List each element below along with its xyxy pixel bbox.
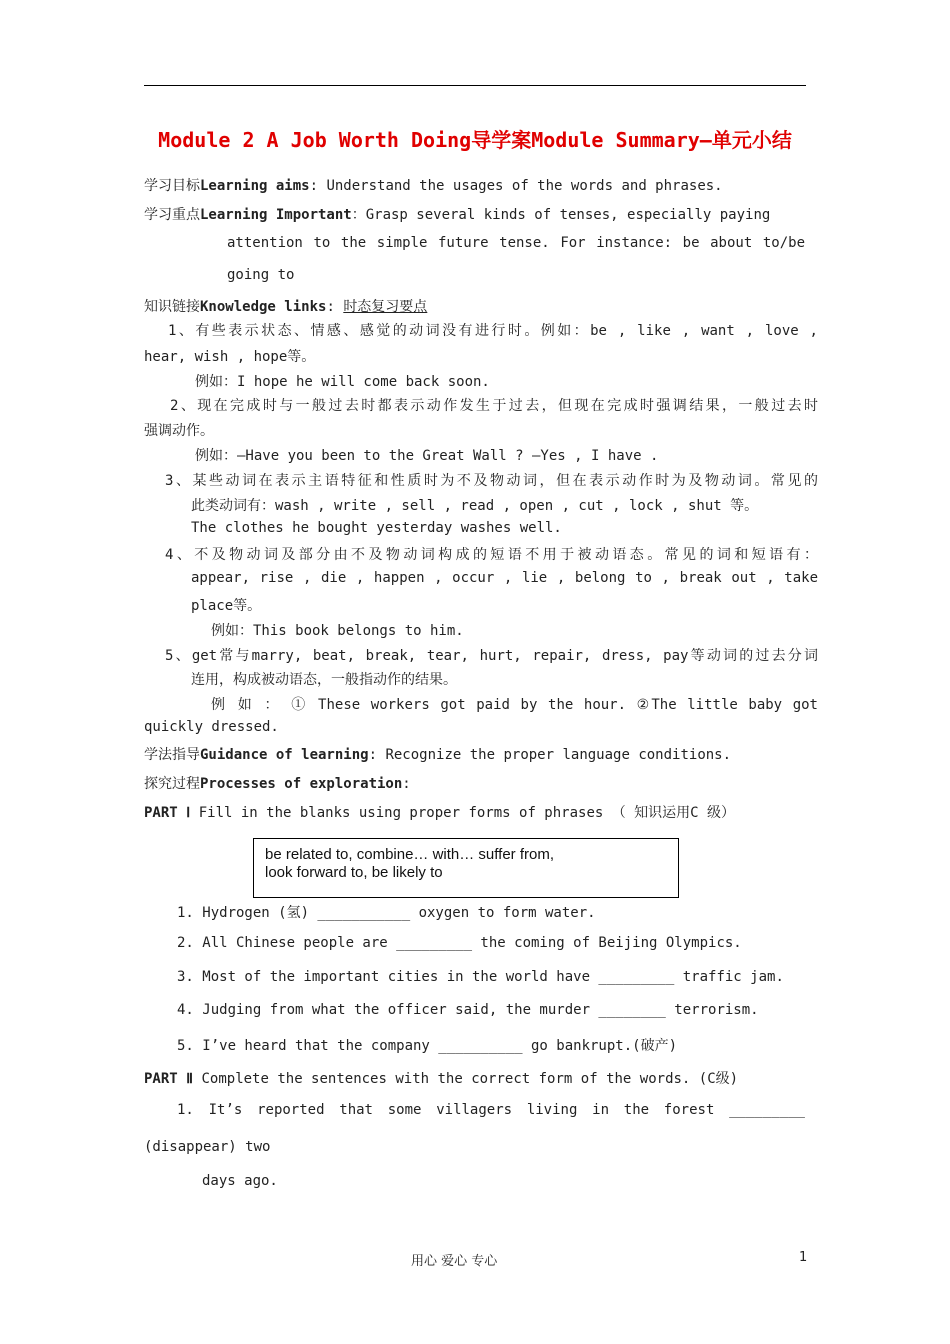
part-1-item-2: 2. All Chinese people are _________ the coming of Beijing Olympics. — [177, 935, 742, 951]
phrase-box-line2: look forward to, be likely to — [265, 864, 443, 881]
knowledge-label-en: Knowledge links — [200, 299, 327, 315]
part-1-instruction: Fill in the blanks using proper forms of phrases （ 知识运用C 级） — [198, 805, 736, 821]
guidance-label-cn: 学法指导 — [144, 747, 200, 763]
part-1-item-1: 1. Hydrogen (氢) ___________ oxygen to form water. — [177, 905, 596, 921]
important-line2: attention to the simple future tense. For instance: be about to/be — [227, 235, 805, 251]
learning-aims — [144, 175, 723, 195]
processes-of-exploration — [144, 773, 411, 793]
point-5-example2: quickly dressed. — [144, 719, 279, 735]
guidance-label-en: Guidance of learning — [200, 747, 369, 763]
important-label-cn: 学习重点 — [144, 207, 200, 223]
point-2-line2: 强调动作。 — [144, 423, 214, 439]
aims-label-en: Learning aims — [200, 178, 310, 194]
part-1-item-3: 3. Most of the important cities in the world have _________ traffic jam. — [177, 969, 784, 985]
guidance-of-learning — [144, 744, 731, 764]
point-1-line1: 1、有些表示状态、情感、感觉的动词没有进行时。例如：be , like , want , love , — [168, 323, 818, 339]
part-2-header — [144, 1068, 738, 1088]
phrase-box — [253, 838, 679, 898]
important-line3: going to — [227, 267, 295, 283]
point-3-line1: 3、某些动词在表示主语特征和性质时为不及物动词，但在表示动作时为及物动词。常见的 — [165, 473, 818, 489]
process-label-cn: 探究过程 — [144, 776, 200, 792]
part-2-heading: PART Ⅱ — [144, 1071, 194, 1087]
phrase-box-line1: be related to, combine… with… suffer from, — [265, 846, 555, 863]
point-4-line1: 4、不及物动词及部分由不及物动词构成的短语不用于被动语态。常见的词和短语有： — [165, 547, 818, 563]
important-sep: ： — [351, 207, 366, 223]
part-1-heading: PART Ⅰ — [144, 805, 191, 821]
point-3-example: The clothes he bought yesterday washes well. — [191, 520, 562, 536]
important-label-en: Learning Important — [200, 207, 352, 223]
important-line1: Grasp several kinds of tenses, especially paying — [365, 207, 771, 223]
aims-text: Understand the usages of the words and phrases. — [326, 178, 723, 194]
part-1-header — [144, 802, 735, 822]
process-sep: : — [402, 776, 411, 792]
aims-label-cn: 学习目标 — [144, 178, 200, 194]
point-4-line2: appear, rise , die , happen , occur , lie , belong to , break out , take — [191, 570, 818, 586]
point-1-example: 例如：I hope he will come back soon. — [195, 374, 490, 390]
learning-important — [144, 204, 770, 224]
knowledge-label-cn: 知识链接 — [144, 299, 200, 315]
point-4-example: 例如：This book belongs to him. — [211, 623, 464, 639]
part-2-instruction: Complete the sentences with the correct form of the words. (C级) — [201, 1071, 739, 1087]
guidance-text: Recognize the proper language conditions. — [385, 747, 732, 763]
point-2-line1: 2、现在完成时与一般过去时都表示动作发生于过去，但现在完成时强调结果，一般过去时 — [170, 398, 818, 414]
point-5-line1: 5、get常与marry, beat, break, tear, hurt, repair, dress, pay等动词的过去分词 — [165, 648, 818, 664]
knowledge-topic: 时态复习要点 — [343, 299, 428, 315]
point-3-line2: 此类动词有：wash , write , sell , read , open , cut , lock , shut 等。 — [191, 498, 759, 514]
part-1-item-5: 5. I’ve heard that the company __________ go bankrupt.(破产) — [177, 1038, 678, 1054]
process-label-en: Processes of exploration — [200, 776, 403, 792]
guidance-sep: : — [368, 747, 378, 763]
header-rule — [144, 85, 806, 86]
part-2-item-1-line2: (disappear) two — [144, 1139, 271, 1155]
part-2-item-1-line3: days ago. — [202, 1173, 278, 1189]
page-number: 1 — [799, 1250, 808, 1265]
aims-sep: : — [309, 178, 319, 194]
point-1-line2: hear, wish , hope等。 — [144, 349, 316, 365]
part-2-item-1-line1: 1. It’s reported that some villagers living in the forest _________ — [177, 1102, 805, 1118]
point-5-line2: 连用，构成被动语态，一般指动作的结果。 — [191, 672, 457, 688]
point-2-example: 例如：—Have you been to the Great Wall ? —Yes , I have . — [195, 448, 659, 464]
point-4-line3: place等。 — [191, 598, 262, 614]
knowledge-links — [144, 296, 427, 316]
point-5-example1: 例 如 ： ① These workers got paid by the hour. ②The little baby got — [211, 697, 818, 713]
footer-motto: 用心 爱心 专心 — [411, 1254, 498, 1269]
page-title: Module 2 A Job Worth Doing导学案Module Summary—单元小结 — [158, 128, 792, 152]
knowledge-sep: : — [326, 299, 335, 315]
part-1-item-4: 4. Judging from what the officer said, the murder ________ terrorism. — [177, 1002, 759, 1018]
